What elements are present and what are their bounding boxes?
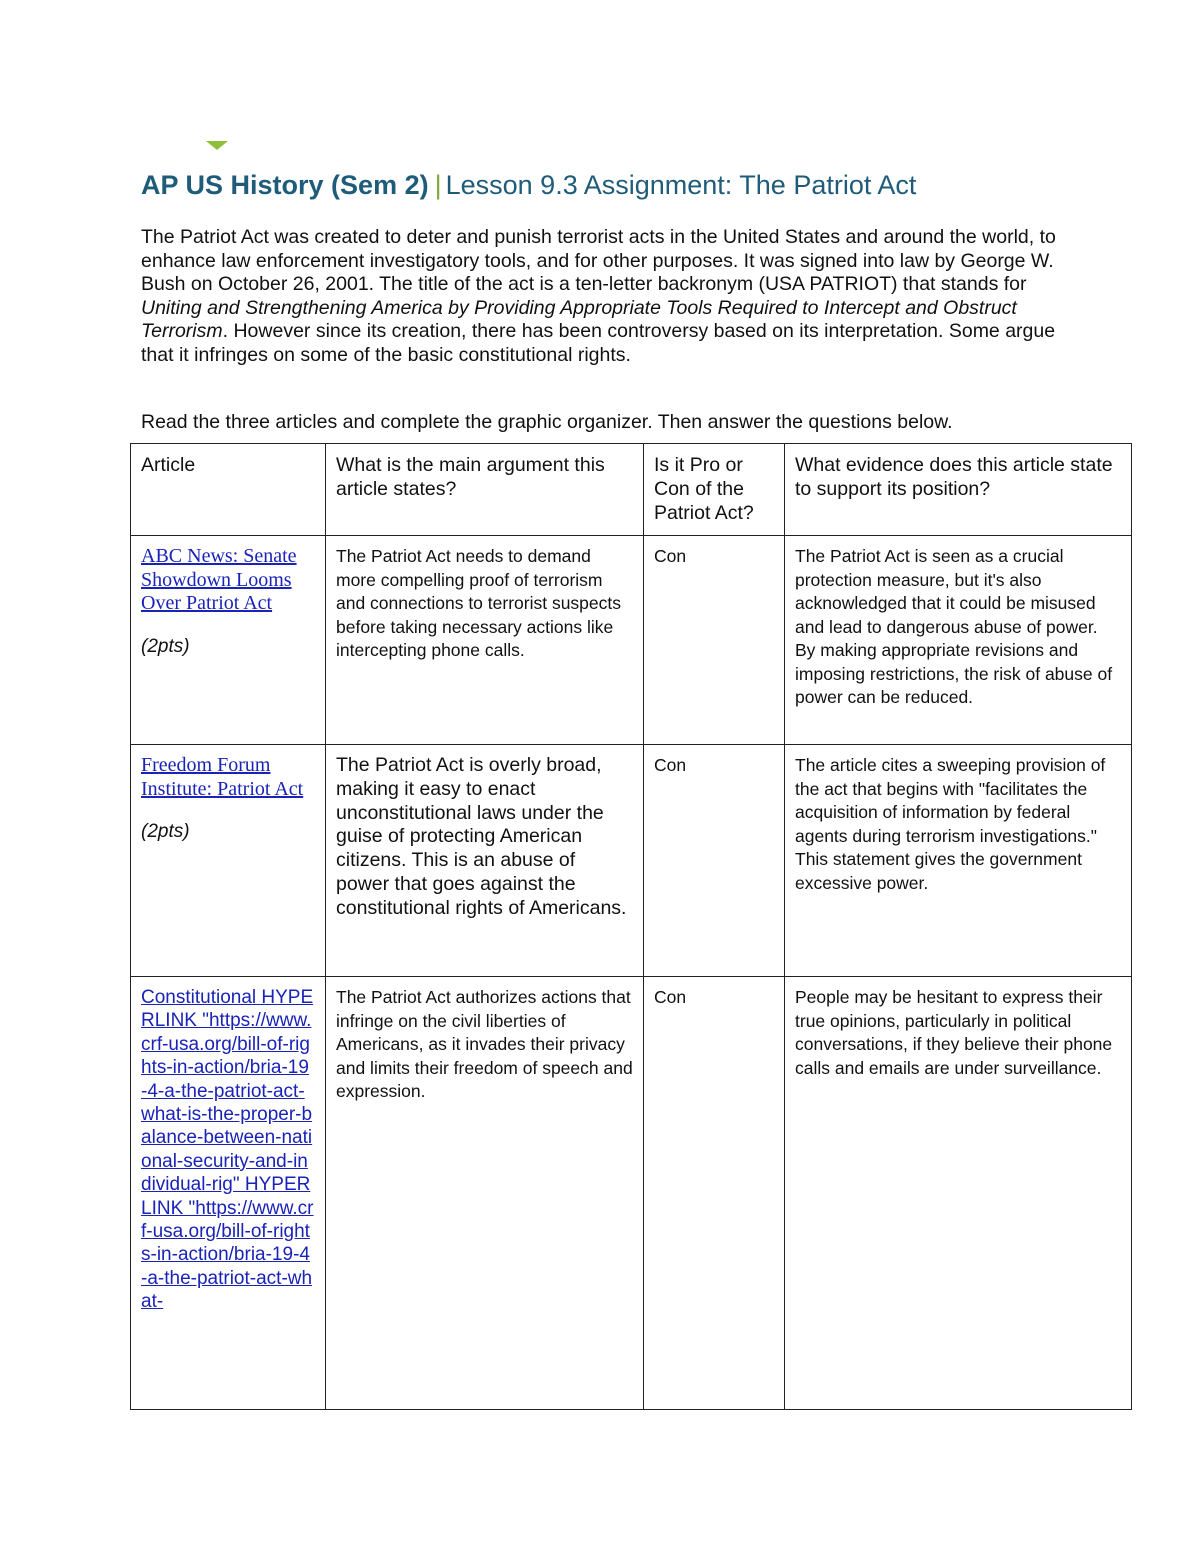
course-name: AP US History (Sem 2) (141, 170, 429, 200)
argument-cell: The Patriot Act needs to demand more compelling proof of terrorism and connections to terrorist suspects before taking necessary actions like intercepting phone calls. (326, 536, 644, 745)
table-row (131, 536, 1132, 745)
article-link-freedom-forum[interactable]: Freedom Forum Institute: Patriot Act (141, 754, 304, 800)
article-link-wrapper (141, 986, 315, 1401)
intro-text-end: . However since its creation, there has been controversy based on its interpretation. Some argue that it infringes on some of the basic constitutional rights. (141, 320, 1056, 366)
points-label: (2pts) (141, 821, 190, 842)
page-title (141, 170, 916, 201)
header-marker-icon (206, 141, 228, 150)
header-argument: What is the main argument this article states? (326, 444, 644, 536)
evidence-cell: The article cites a sweeping provision of the act that begins with "facilitates the acquisition of information by federal agents during terrorism investigations." This statement gives the government excessive power. (785, 745, 1132, 977)
lesson-title: Lesson 9.3 Assignment: The Patriot Act (445, 170, 917, 200)
intro-paragraph (141, 226, 1056, 368)
intro-backronym: Uniting and Strengthening America by Providing Appropriate Tools Required to Intercept and Obstruct Terrorism (141, 296, 1017, 343)
table-row (131, 977, 1132, 1410)
intro-text: The Patriot Act was created to deter and punish terrorist acts in the United States and around the world, to enhance law enforcement investigatory tools, and for other purposes. It was signed into law by George W. Bush on October 26, 2001. The title of the act is a ten-letter backronym (USA PATRIOT) that stands for (141, 226, 1056, 296)
header-article: Article (131, 444, 326, 536)
article-cell (131, 745, 326, 977)
article-link-abc[interactable]: ABC News: Senate Showdown Looms Over Patriot Act (141, 545, 297, 614)
argument-cell: The Patriot Act authorizes actions that infringe on the civil liberties of Americans, as it invades their privacy and limits their freedom of speech and expression. (326, 977, 644, 1410)
points-label: (2pts) (141, 635, 190, 657)
article-cell (131, 977, 326, 1410)
argument-cell: The Patriot Act is overly broad, making it easy to enact unconstitutional laws under the guise of protecting American citizens. This is an abuse of power that goes against the constitutional rights of Americans. (326, 745, 644, 977)
article-link-constitutional[interactable]: Constitutional HYPERLINK "https://www.crf-usa.org/bill-of-rights-in-action/bria-19-4-a-the-patriot-act-what-is-the-proper-balance-between-national-security-and-individual-rig" HYPERLINK "https://www.crf-usa.org/bill-of-rights-in-action/bria-19-4-a-the-patriot-act-what- (141, 987, 314, 1313)
title-separator: | (434, 170, 442, 200)
stance-cell: Con (644, 536, 785, 745)
table-row (131, 745, 1132, 977)
header-stance: Is it Pro or Con of the Patriot Act? (644, 444, 785, 536)
evidence-cell: People may be hesitant to express their true opinions, particularly in political conversations, if they believe their phone calls and emails are under surveillance. (785, 977, 1132, 1410)
instructions: Read the three articles and complete the graphic organizer. Then answer the questions below. (141, 411, 953, 433)
table-header-row (131, 444, 1132, 536)
header-evidence: What evidence does this article state to support its position? (785, 444, 1132, 536)
evidence-cell: The Patriot Act is seen as a crucial protection measure, but it's also acknowledged that it could be misused and lead to dangerous abuse of power. By making appropriate revisions and imposing restrictions, the risk of abuse of power can be reduced. (785, 536, 1132, 745)
graphic-organizer-table (130, 443, 1132, 1410)
article-cell (131, 536, 326, 745)
stance-cell: Con (644, 977, 785, 1410)
stance-cell: Con (644, 745, 785, 977)
